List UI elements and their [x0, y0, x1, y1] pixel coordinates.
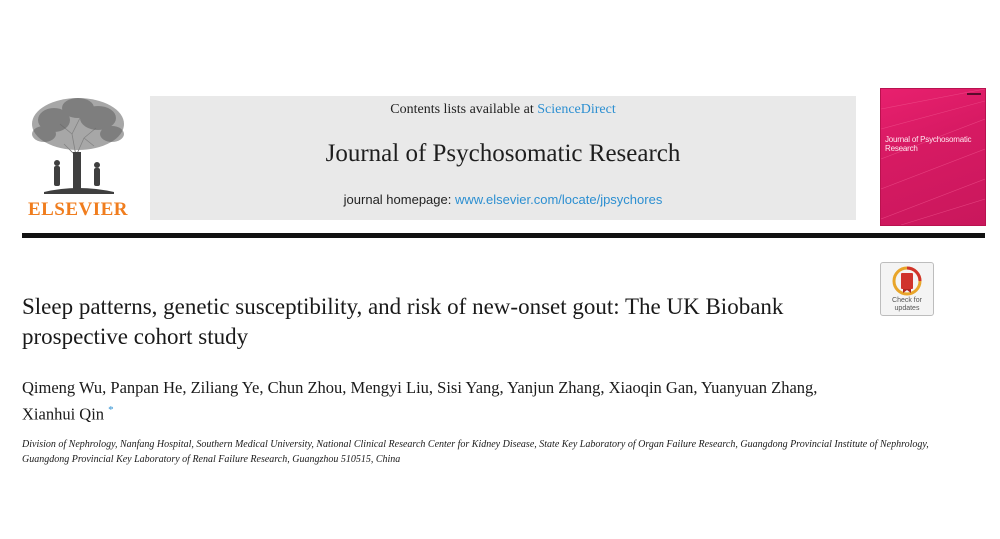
- homepage-prefix: journal homepage:: [343, 192, 455, 207]
- cover-title: Journal of Psychosomatic Research: [885, 135, 972, 153]
- contents-line: [150, 102, 856, 118]
- journal-cover[interactable]: [880, 88, 986, 226]
- contents-prefix: Contents lists available at: [390, 102, 538, 117]
- article-title: Sleep patterns, genetic susceptibility, and risk of new-onset gout: The UK Biobank prospective cohort study: [22, 294, 784, 349]
- journal-header: [22, 88, 985, 228]
- journal-masthead: [150, 96, 856, 220]
- corresponding-author-mark[interactable]: *: [108, 404, 114, 416]
- author-affiliation: Division of Nephrology, Nanfang Hospital, Southern Medical University, National Clinical Research Center for Kidney Disease, State Key Laboratory of Organ Failure Research, Guangdong Provincial Institute of Nephrology, Guangdong Provincial Key Laboratory of Renal Failure Research, Guangzhou 510515, China: [22, 439, 929, 465]
- sciencedirect-link[interactable]: ScienceDirect: [537, 102, 616, 117]
- check-for-updates-label: Check for updates: [892, 297, 922, 312]
- header-divider: [22, 233, 985, 238]
- homepage-line: [150, 192, 856, 207]
- check-for-updates-icon: [892, 266, 922, 296]
- author-list: [22, 377, 862, 426]
- authors-text: Qimeng Wu, Panpan He, Ziliang Ye, Chun Zhou, Mengyi Liu, Sisi Yang, Yanjun Zhang, Xiaoqin Gan, Yuanyuan Zhang, Xianhui Qin: [22, 378, 818, 424]
- elsevier-logo[interactable]: [22, 88, 134, 222]
- journal-title[interactable]: Journal of Psychosomatic Research: [325, 140, 681, 167]
- cover-pattern-icon: [881, 89, 985, 225]
- check-for-updates-button[interactable]: [880, 262, 934, 316]
- elsevier-tree-icon: [24, 94, 132, 196]
- publisher-name: ELSEVIER: [27, 199, 129, 220]
- homepage-link[interactable]: www.elsevier.com/locate/jpsychores: [454, 192, 663, 207]
